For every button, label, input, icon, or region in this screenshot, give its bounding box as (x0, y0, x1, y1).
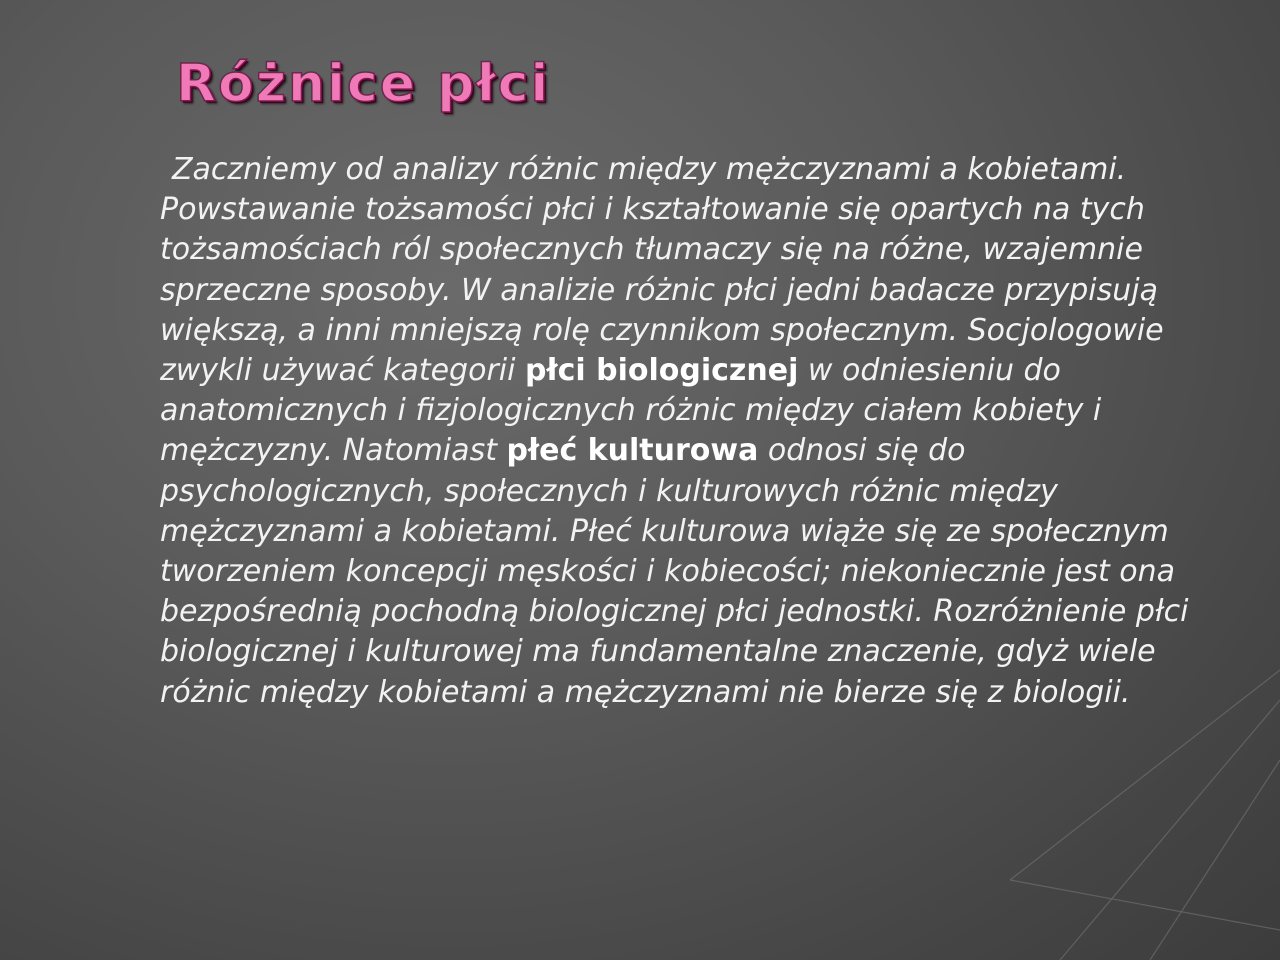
slide-title: Różnice płci (176, 54, 551, 114)
body-text-part-1: Zaczniemy od analizy różnic między mężczyznami a kobietami. Powstawanie tożsamości płci i kształtowanie się opartych na tych tożsamościach ról społecznych tłumaczy się na różne, wzajemnie sprzeczne sposoby. W analizie różnic płci jedni badacze przypisują większą, a inni mniejszą rolę czynnikom społecznym. Socjologowie zwykli używać kategorii (160, 152, 1164, 389)
term-cultural-gender: płeć kulturowa (506, 433, 759, 469)
body-text-part-2: w odniesieniu do anatomicznych i fizjologicznych różnic między ciałem kobiety i mężczyzny. Natomiast (160, 353, 1102, 469)
term-biological-sex: płci biologicznej (525, 353, 799, 389)
body-text-part-3: odnosi się do psychologicznych, społecznych i kulturowych różnic między mężczyznami a kobietami. Płeć kulturowa wiąże się ze społecznym tworzeniem koncepcji męskości i kobiecości; niekoniecznie jest ona bezpośrednią pochodną biologicznej płci jednostki. Rozróżnienie płci biologicznej i kulturowej ma fundamentalne znaczenie, gdyż wiele różnic między kobietami a mężczyznami nie bierze się z biologii. (160, 433, 1189, 710)
slide-body-text (160, 150, 1200, 713)
